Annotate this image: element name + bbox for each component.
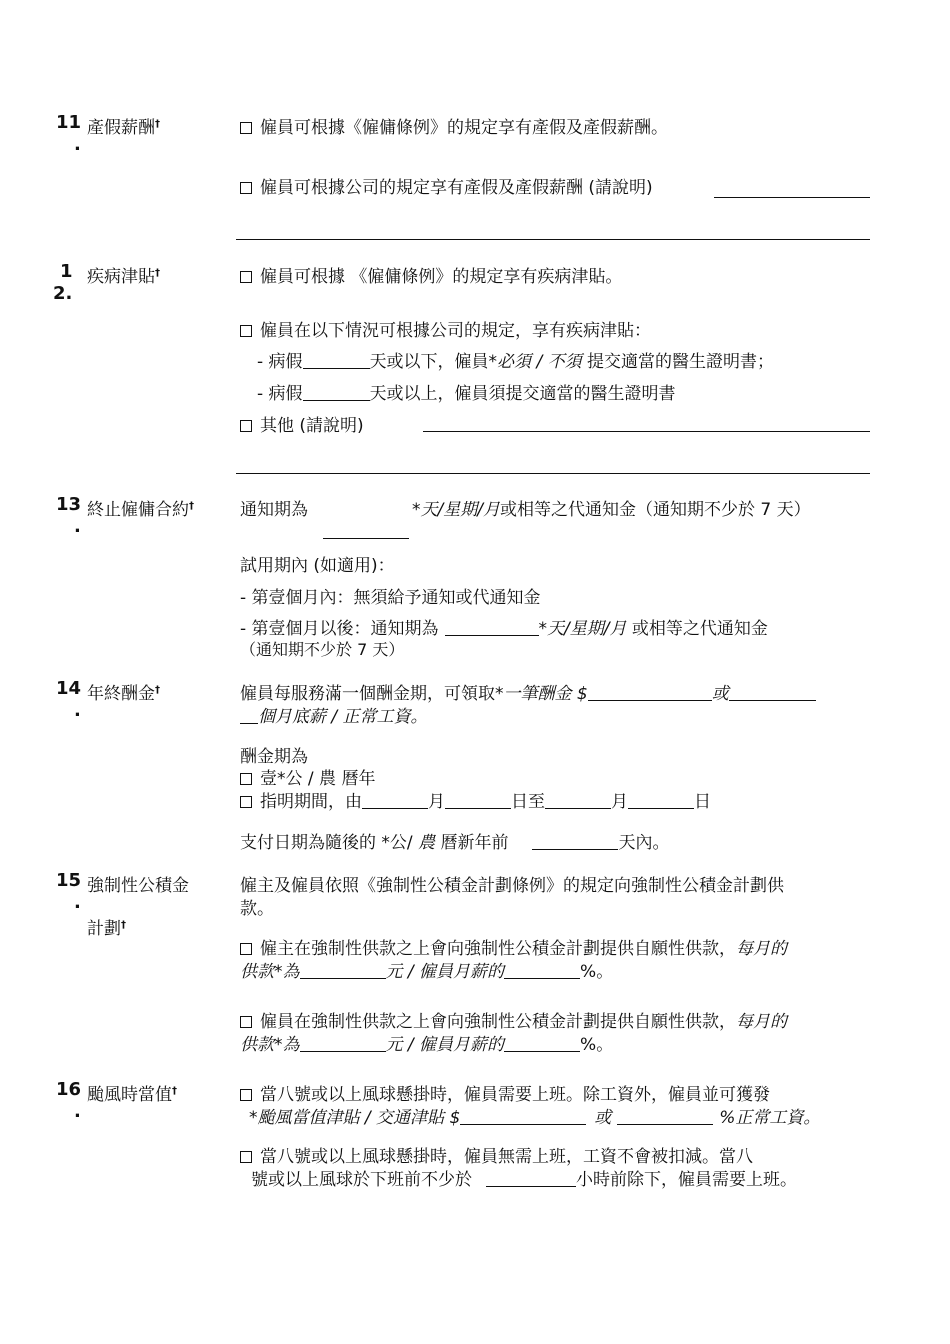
- text: 月: [428, 792, 445, 812]
- sick-leave-line-1: [257, 347, 774, 372]
- sickness-other-blank[interactable]: [423, 431, 870, 432]
- mpf-intro-line-1: 僱主及僱員依照《強制性公積金計劃條例》的規定向強制性公積金計劃供: [240, 876, 784, 896]
- text: 僱員每服務滿一個酬金期，可領取*: [240, 684, 504, 704]
- notice-period-label: 通知期為: [240, 500, 308, 520]
- typhoon-work-option[interactable]: [240, 1080, 770, 1105]
- gratuity-payment-line: [240, 828, 669, 853]
- text: 月: [611, 792, 628, 812]
- section-13-number: 13: [56, 494, 82, 515]
- notice-period-unit: *天/星期/月或相等之代通知金（通知期不少於 7 天）: [412, 500, 811, 520]
- checkbox[interactable]: [240, 796, 252, 808]
- sick-leave-line-2: [257, 379, 676, 404]
- text: 必須 / 不須: [497, 352, 582, 372]
- section-12-number: 1: [60, 261, 73, 282]
- section-11-number: 11: [56, 112, 82, 133]
- sickness-option-other[interactable]: [240, 411, 364, 436]
- option-label: 僱員在以下情況可根據公司的規定，享有疾病津貼：: [260, 321, 651, 341]
- gratuity-months-blank[interactable]: [729, 686, 816, 701]
- section-15-title-cont: 計劃†: [87, 919, 126, 939]
- maternity-option-company[interactable]: [240, 173, 653, 198]
- text: 小時前除下，僱員需要上班。: [576, 1170, 797, 1190]
- to-day-blank[interactable]: [628, 794, 694, 809]
- text: 或相等之代通知金: [626, 619, 768, 639]
- section-13-title: 終止僱傭合約†: [87, 500, 194, 520]
- typhoon-no-work-option[interactable]: [240, 1142, 753, 1167]
- checkbox[interactable]: [240, 122, 252, 134]
- text: %正常工資。: [719, 1108, 821, 1128]
- text: 元 / 僱員月薪的: [385, 962, 505, 982]
- gratuity-line-2: [240, 702, 428, 727]
- from-month-blank[interactable]: [362, 794, 428, 809]
- typhoon-no-work-line-2: [251, 1165, 797, 1190]
- first-month-text: - 第壹個月內：無須給予通知或代通知金: [240, 588, 541, 608]
- text: 每月的: [736, 939, 787, 959]
- text: - 病假: [257, 352, 303, 372]
- section-12-number-cont: 2.: [53, 283, 73, 304]
- employer-amount-blank[interactable]: [300, 964, 386, 979]
- sickness-option-company[interactable]: [240, 316, 651, 341]
- gratuity-months-blank-cont[interactable]: [240, 709, 258, 724]
- option-label: 指明期間，由: [260, 792, 362, 812]
- after-notice-note: （通知期不少於 7 天）: [240, 640, 405, 659]
- maternity-specify-blank[interactable]: [714, 197, 870, 198]
- option-label: 僱員可根據公司的規定享有產假及產假薪酬 (請說明): [260, 178, 653, 198]
- option-label: 僱主在強制性供款之上會向強制性公積金計劃提供自願性供款，: [260, 939, 736, 959]
- section-15-dot: .: [74, 892, 81, 913]
- employee-voluntary-line-2: [240, 1030, 613, 1055]
- gratuity-period-specified[interactable]: [240, 787, 711, 812]
- text: 或: [594, 1108, 612, 1128]
- section-16-dot: .: [74, 1101, 81, 1122]
- section-12-title: 疾病津貼†: [87, 267, 160, 287]
- divider: [236, 239, 870, 240]
- checkbox[interactable]: [240, 773, 252, 785]
- text: 元 / 僱員月薪的: [385, 1035, 505, 1055]
- mpf-intro-line-2: 款。: [240, 899, 274, 919]
- employee-voluntary-option[interactable]: [240, 1007, 787, 1032]
- section-11-dot: .: [74, 134, 81, 155]
- text: 農: [418, 833, 436, 853]
- maternity-option-ordinance[interactable]: [240, 113, 668, 138]
- employer-voluntary-option[interactable]: [240, 934, 787, 959]
- text: 日: [694, 792, 711, 812]
- option-label: 當八號或以上風球懸掛時，僱員無需上班，工資不會被扣減。當八: [260, 1147, 753, 1167]
- gratuity-amount-blank[interactable]: [588, 686, 712, 701]
- checkbox[interactable]: [240, 182, 252, 194]
- checkbox[interactable]: [240, 271, 252, 283]
- section-14-dot: .: [74, 700, 81, 721]
- typhoon-percent-blank[interactable]: [617, 1110, 713, 1125]
- text: 一筆酬金 $: [503, 684, 588, 704]
- text: 號或以上風球於下班前不少於: [251, 1170, 472, 1190]
- typhoon-allowance-line: [249, 1103, 820, 1128]
- checkbox[interactable]: [240, 1151, 252, 1163]
- sick-days-blank-1[interactable]: [303, 354, 370, 369]
- text: 日至: [511, 792, 545, 812]
- section-16-title: 颱風時當值†: [87, 1085, 177, 1105]
- text: 供款*為: [240, 962, 300, 982]
- sick-days-blank-2[interactable]: [303, 386, 370, 401]
- gratuity-line-1: [240, 679, 816, 704]
- text: 個月底薪 / 正常工資。: [258, 707, 428, 727]
- checkbox[interactable]: [240, 325, 252, 337]
- text: %。: [580, 1035, 614, 1055]
- after-first-month-line: [240, 614, 768, 639]
- section-16-number: 16: [56, 1079, 82, 1100]
- option-label: 僱員可根據 《僱傭條例》的規定享有疾病津貼。: [260, 267, 623, 287]
- text: 天或以上，僱員須提交適當的醫生證明書: [369, 384, 676, 404]
- section-11-title: 產假薪酬†: [87, 118, 160, 138]
- from-day-blank[interactable]: [445, 794, 511, 809]
- section-15-title: 強制性公積金: [87, 876, 189, 896]
- gratuity-period-lunar-solar[interactable]: [240, 764, 375, 789]
- text: 每月的: [736, 1012, 787, 1032]
- text: 供款*為: [240, 1035, 300, 1055]
- text: *天/星期/月: [538, 619, 627, 639]
- checkbox[interactable]: [240, 420, 252, 432]
- text: 天或以下，僱員*: [369, 352, 498, 372]
- section-13-dot: .: [74, 516, 81, 537]
- payment-days-blank[interactable]: [532, 835, 618, 850]
- after-notice-blank[interactable]: [445, 621, 539, 636]
- typhoon-allowance-blank[interactable]: [460, 1110, 586, 1125]
- checkbox[interactable]: [240, 1089, 252, 1101]
- option-label: 其他 (請說明): [260, 416, 364, 436]
- text: 或: [711, 684, 729, 704]
- text: 提交適當的醫生證明書；: [581, 352, 774, 372]
- section-15-number: 15: [56, 870, 82, 891]
- employer-voluntary-line-2: [240, 957, 613, 982]
- option-label: 壹*公 / 農 曆年: [260, 769, 376, 789]
- text: - 第壹個月以後：通知期為: [240, 619, 439, 639]
- section-14-number: 14: [56, 678, 82, 699]
- text: %。: [580, 962, 614, 982]
- option-label: 僱員可根據《僱傭條例》的規定享有產假及產假薪酬。: [260, 118, 668, 138]
- notice-period-blank[interactable]: [323, 538, 409, 539]
- text: 天內。: [618, 833, 670, 853]
- option-label: 當八號或以上風球懸掛時，僱員需要上班。除工資外，僱員並可獲發: [260, 1085, 770, 1105]
- employee-percent-blank[interactable]: [504, 1037, 580, 1052]
- gratuity-period-title: 酬金期為: [240, 747, 308, 767]
- text: - 病假: [257, 384, 303, 404]
- text: *颱風當值津貼 / 交通津貼 $: [249, 1108, 461, 1128]
- checkbox[interactable]: [240, 943, 252, 955]
- text: 支付日期為隨後的 *公/: [240, 833, 419, 853]
- typhoon-hours-blank[interactable]: [486, 1172, 576, 1187]
- text: 曆新年前: [435, 833, 509, 853]
- employee-amount-blank[interactable]: [300, 1037, 386, 1052]
- employer-percent-blank[interactable]: [504, 964, 580, 979]
- sickness-option-ordinance[interactable]: [240, 262, 622, 287]
- divider: [236, 473, 870, 474]
- probation-label: 試用期內 (如適用)：: [240, 556, 395, 576]
- section-14-title: 年終酬金†: [87, 684, 160, 704]
- option-label: 僱員在強制性供款之上會向強制性公積金計劃提供自願性供款，: [260, 1012, 736, 1032]
- to-month-blank[interactable]: [545, 794, 611, 809]
- checkbox[interactable]: [240, 1016, 252, 1028]
